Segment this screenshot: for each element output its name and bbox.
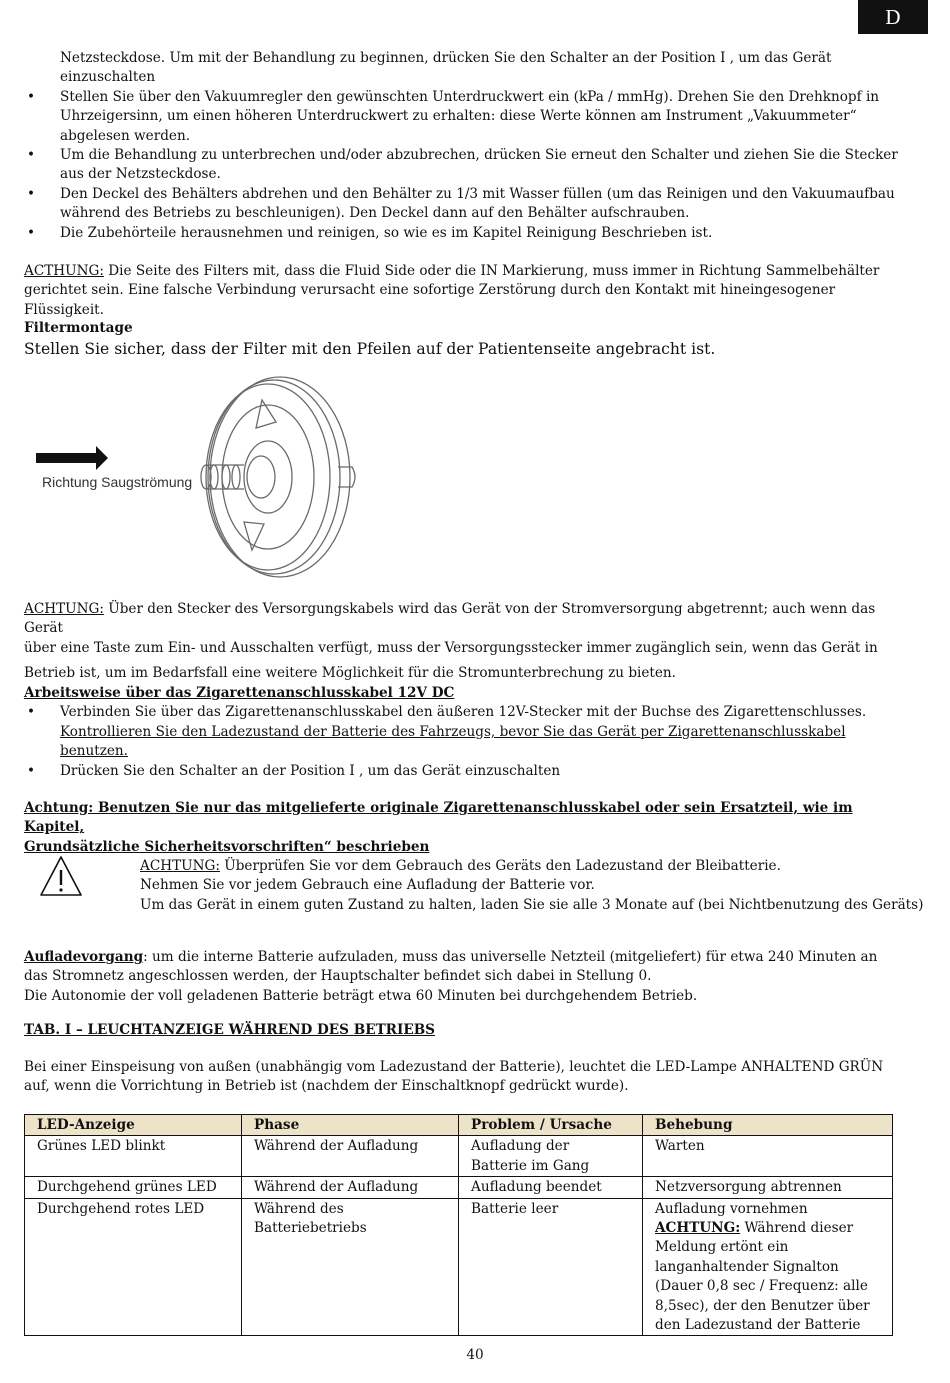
language-tab: D <box>858 0 928 34</box>
page-number: 40 <box>466 1347 484 1363</box>
bullet: • <box>27 147 36 164</box>
text-line: Grundsätzliche Sicherheitsvorschriften“ beschrieben <box>24 838 430 855</box>
cell-line: den Ladezustand der Batterie <box>655 1317 861 1334</box>
text-line: Kontrollieren Sie den Ladezustand der Batterie des Fahrzeugs, bevor Sie das Gerät per Zigarettenanschlusskabel <box>60 723 846 740</box>
original-cable-warning <box>24 799 914 857</box>
text-line: Betrieb ist, um im Bedarfsfall eine weitere Möglichkeit für die Stromunterbrechung zu bieten. <box>24 665 677 682</box>
warning-label: ACHTUNG: <box>140 858 220 874</box>
list-item <box>24 703 914 761</box>
table-row <box>25 1198 893 1336</box>
section-heading: Arbeitsweise über das Zigarettenanschlusskabel 12V DC <box>24 685 455 701</box>
filter-section <box>24 319 914 360</box>
column-header: Behebung <box>643 1115 893 1136</box>
text-line: das Stromnetz angeschlossen werden, der Hauptschalter befindet sich dabei in Stellung 0. <box>24 968 652 985</box>
bullet: • <box>27 704 36 721</box>
table-cell: Durchgehend rotes LED <box>25 1198 242 1336</box>
direction-arrow-shaft <box>36 453 98 463</box>
list-item <box>24 185 914 224</box>
text-line: Netzsteckdose. Um mit der Behandlung zu beginnen, drücken Sie den Schalter an der Position I , um das Gerät <box>60 50 832 66</box>
cell-line: Aufladung vornehmen <box>655 1200 808 1217</box>
warning-triangle-icon <box>38 854 84 898</box>
warning-label: ACHTUNG: <box>655 1220 741 1237</box>
list-item <box>24 762 914 781</box>
filter-diagram <box>30 372 370 582</box>
table-cell: Warten <box>643 1136 893 1177</box>
table-cell: Während der Aufladung <box>242 1177 459 1198</box>
text-line: Über den Stecker des Versorgungskabels wird das Gerät von der Stromversorgung abgetrennt; auch wenn das Gerät <box>24 601 876 637</box>
section-text: Stellen Sie sicher, dass der Filter mit den Pfeilen auf der Patientenseite angebracht ist. <box>24 340 716 359</box>
text-line: Bei einer Einspeisung von außen (unabhängig vom Ladezustand der Batterie), leuchtet die LED-Lampe ANHALTEND GRÜN <box>24 1059 884 1075</box>
table-cell: Grünes LED blinkt <box>25 1136 242 1177</box>
text-line: Die Zubehörteile herausnehmen und reinigen, so wie es im Kapitel Reinigung Beschrieben ist. <box>60 224 713 241</box>
column-header: LED-Anzeige <box>25 1115 242 1136</box>
list-item <box>24 146 914 185</box>
bullet: • <box>27 224 36 241</box>
warning-label: ACHTUNG: <box>24 601 104 617</box>
text-line: Um das Gerät in einem guten Zustand zu halten, laden Sie sie alle 3 Monate auf (bei Nichtbenutzung des Geräts) <box>140 896 924 913</box>
charging-section <box>24 948 914 1006</box>
text-line: Nehmen Sie vor jedem Gebrauch eine Aufladung der Batterie vor. <box>140 877 595 894</box>
table-row <box>25 1177 893 1198</box>
cell-line: 8,5sec), der den Benutzer über <box>655 1297 870 1314</box>
table-cell <box>242 1198 459 1336</box>
filter-direction-warning <box>24 262 914 320</box>
table-cell: Während der Aufladung <box>242 1136 459 1177</box>
intro-paragraph <box>24 49 914 88</box>
list-item <box>24 88 914 146</box>
text-line: auf, wenn die Vorrichtung in Betrieb ist (nachdem der Einschaltknopf gedrückt wurde). <box>24 1078 629 1095</box>
text-line: über eine Taste zum Ein- und Ausschalten verfügt, muss der Versorgungsstecker immer zugänglich sein, wenn das Gerät in <box>24 639 878 656</box>
cell-line: Während dieser <box>740 1220 854 1237</box>
table-cell <box>459 1136 643 1177</box>
cell-line: Meldung ertönt ein <box>655 1239 789 1256</box>
table-row <box>25 1136 893 1177</box>
table-cell: Aufladung beendet <box>459 1177 643 1198</box>
battery-warning <box>140 857 930 915</box>
table-cell: Durchgehend grünes LED <box>25 1177 242 1198</box>
column-header: Problem / Ursache <box>459 1115 643 1136</box>
cell-line: Während des <box>254 1200 344 1217</box>
table-intro <box>24 1058 914 1097</box>
table-cell: Batterie leer <box>459 1198 643 1336</box>
direction-arrow-head <box>96 446 108 470</box>
text-line: Überprüfen Sie vor dem Gebrauch des Geräts den Ladezustand der Bleibatterie. <box>219 858 781 874</box>
table-header-row <box>25 1115 893 1136</box>
cell-line: langanhaltender Signalton <box>655 1258 839 1275</box>
led-status-table <box>24 1114 893 1336</box>
car-cable-section <box>24 684 914 781</box>
text-line: Die Autonomie der voll geladenen Batterie beträgt etwa 60 Minuten bei durchgehendem Betrieb. <box>24 987 698 1004</box>
flow-arrow-down <box>244 522 264 550</box>
text-line: benutzen. <box>60 743 129 760</box>
cell-line: Batteriebetriebs <box>254 1220 367 1237</box>
cell-line: Aufladung der <box>471 1138 570 1155</box>
text-line: gerichtet sein. Eine falsche Verbindung verursacht eine sofortige Zerstörung durch den Kontakt mit hineingesogener Flüssigkeit. <box>24 282 836 318</box>
section-label: Aufladevorgang <box>24 949 144 965</box>
list-item <box>24 224 914 243</box>
table-cell <box>643 1198 893 1336</box>
text-line: : um die interne Batterie aufzuladen, muss das universelle Netzteil (mitgeliefert) für etwa 240 Minuten an <box>143 949 878 965</box>
text-line: Drücken Sie den Schalter an der Position I , um das Gerät einzuschalten <box>60 762 561 779</box>
section-heading: Filtermontage <box>24 320 133 336</box>
text-line: Um die Behandlung zu unterbrechen und/oder abzubrechen, drücken Sie erneut den Schalter und ziehen Sie die Stecker <box>60 147 898 164</box>
table-cell: Netzversorgung abtrennen <box>643 1177 893 1198</box>
text-line: abgelesen werden. <box>60 127 191 144</box>
bullet: • <box>27 762 36 779</box>
table-title: TAB. I – LEUCHTANZEIGE WÄHREND DES BETRIEBS <box>24 1022 436 1038</box>
cell-line: Batterie im Gang <box>471 1157 590 1174</box>
bullet: • <box>27 185 36 202</box>
column-header: Phase <box>242 1115 459 1136</box>
warning-label: ACTHUNG: <box>24 263 104 279</box>
instruction-list <box>24 49 914 243</box>
flow-direction-label: Richtung Saugströmung <box>42 474 193 490</box>
flow-arrow-up <box>256 400 276 428</box>
text-line: Den Deckel des Behälters abdrehen und den Behälter zu 1/3 mit Wasser füllen (um das Reinigen und den Vakuumaufbau <box>60 185 895 202</box>
text-line: Stellen Sie über den Vakuumregler den gewünschten Unterdruckwert ein (kPa / mmHg). Drehen Sie den Drehknopf in <box>60 88 880 105</box>
text-line: einzuschalten <box>60 69 156 86</box>
text-line: Achtung: Benutzen Sie nur das mitgelieferte originale Zigarettenanschlusskabel oder sein Ersatzteil, wie im Kapitel, <box>24 800 853 836</box>
bullet: • <box>27 88 36 105</box>
text-line: aus der Netzsteckdose. <box>60 166 221 183</box>
power-plug-warning <box>24 600 914 684</box>
cell-line: (Dauer 0,8 sec / Frequenz: alle <box>655 1278 868 1295</box>
text-line: während des Betriebs zu beschleunigen). Den Deckel dann auf den Behälter aufschrauben. <box>60 205 690 222</box>
text-line: Uhrzeigersinn, um einen höheren Unterdruckwert zu erhalten: diese Werte können am Instrument „Vakuummeter“ <box>60 108 857 125</box>
text-line: Die Seite des Filters mit, dass die Fluid Side oder die IN Markierung, muss immer in Richtung Sammelbehälter <box>103 263 880 279</box>
text-line: Verbinden Sie über das Zigarettenanschlusskabel den äußeren 12V-Stecker mit der Buchse des Zigarettenschlusses. <box>60 704 867 721</box>
